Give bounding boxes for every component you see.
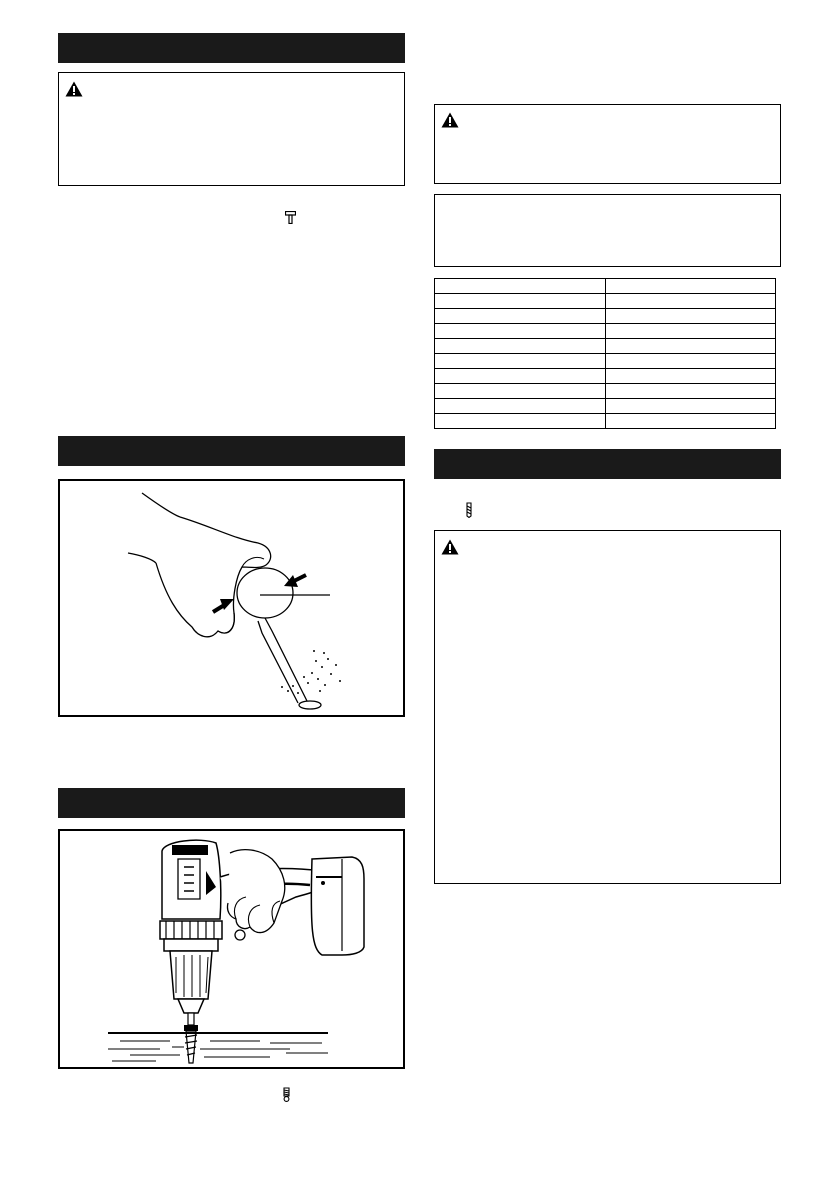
table-cell <box>435 384 606 399</box>
table-row <box>435 384 776 399</box>
table-cell <box>606 354 776 369</box>
drill-bit-mode-icon <box>465 502 473 518</box>
warning-triangle-icon <box>441 112 459 128</box>
table-cell <box>606 279 776 294</box>
table-cell <box>606 369 776 384</box>
blow-out-dust-figure <box>58 479 405 717</box>
caution-box-3 <box>434 530 781 884</box>
table-row <box>435 339 776 354</box>
table-cell <box>606 399 776 414</box>
specification-table <box>434 278 776 429</box>
table-cell <box>435 369 606 384</box>
table-cell <box>435 399 606 414</box>
hand-with-blower-bulb-illustration <box>60 481 403 715</box>
table-row <box>435 309 776 324</box>
warning-triangle-icon <box>441 539 459 555</box>
table-cell <box>435 279 606 294</box>
drill-driving-screw-illustration <box>60 831 403 1067</box>
warning-triangle-icon <box>65 81 83 97</box>
table-cell <box>435 294 606 309</box>
table-cell <box>435 354 606 369</box>
table-cell <box>606 324 776 339</box>
table-cell <box>606 294 776 309</box>
caution-box-1 <box>58 72 405 186</box>
section-header-bar-4 <box>434 449 781 479</box>
table-row <box>435 324 776 339</box>
table-cell <box>606 309 776 324</box>
caution-box-2 <box>434 104 781 184</box>
screwdriving-figure <box>58 829 405 1069</box>
table-row <box>435 399 776 414</box>
table-row <box>435 354 776 369</box>
table-row <box>435 294 776 309</box>
table-row <box>435 369 776 384</box>
table-cell <box>435 324 606 339</box>
hammer-mode-icon <box>285 211 296 224</box>
table-cell <box>435 309 606 324</box>
note-box <box>434 194 781 267</box>
table-cell <box>606 384 776 399</box>
screwdriving-mode-icon <box>282 1087 291 1102</box>
table-cell <box>435 414 606 429</box>
section-header-bar-2 <box>58 436 405 466</box>
table-row <box>435 279 776 294</box>
section-header-bar-1 <box>58 33 405 63</box>
table-cell <box>435 339 606 354</box>
table-row <box>435 414 776 429</box>
table-cell <box>606 414 776 429</box>
table-cell <box>606 339 776 354</box>
section-header-bar-3 <box>58 788 405 818</box>
